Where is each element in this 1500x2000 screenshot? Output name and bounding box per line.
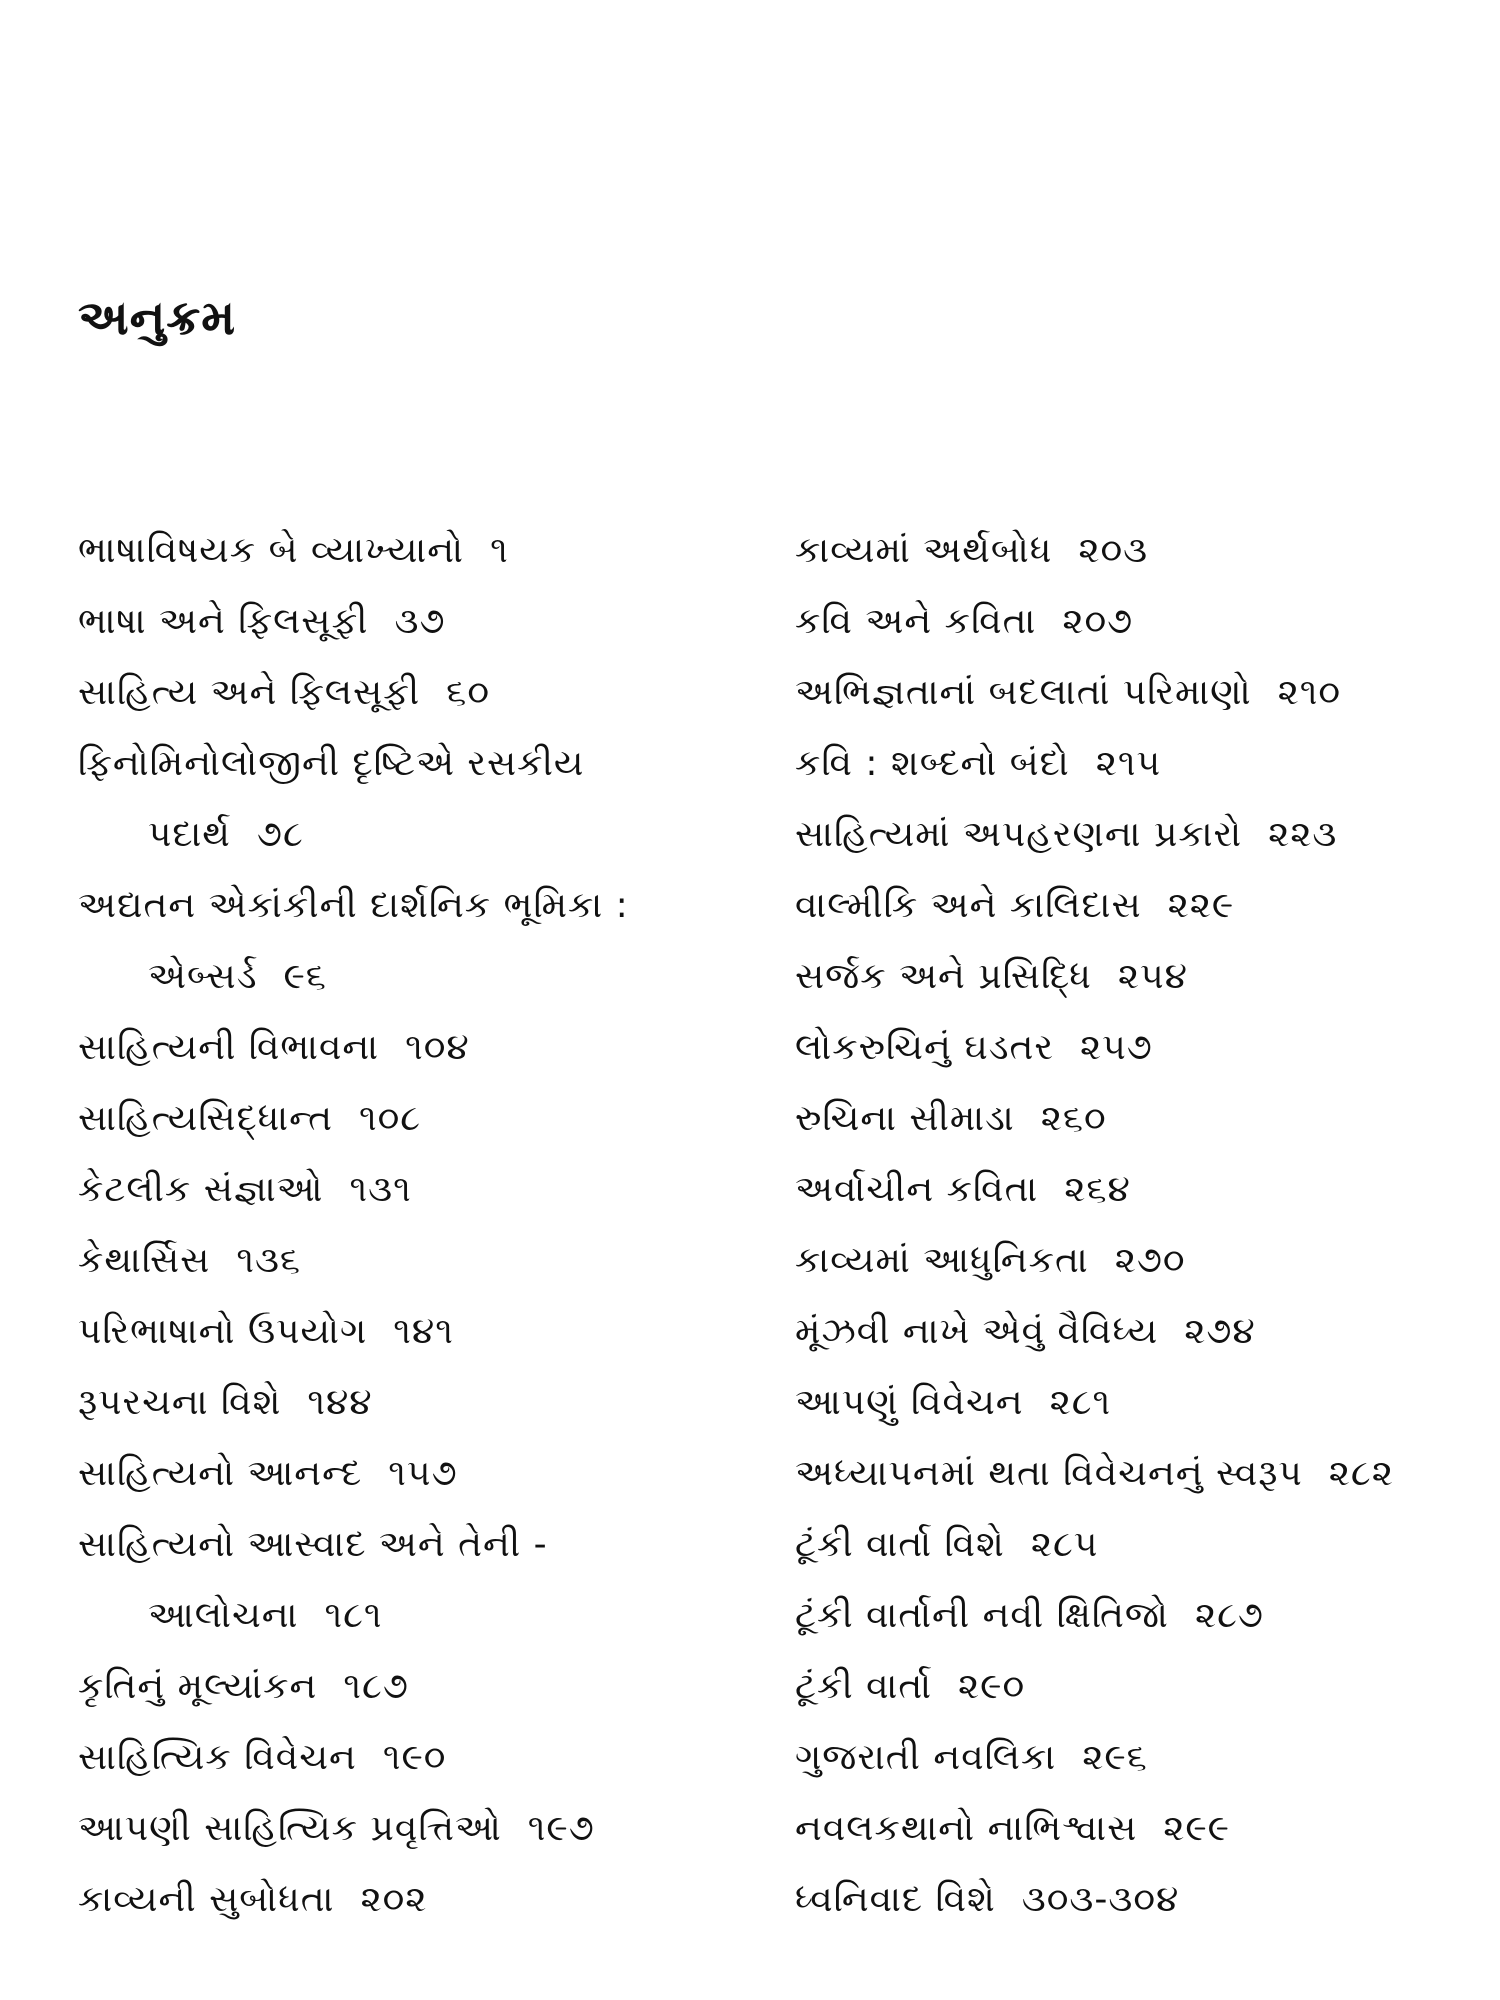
toc-entry-title: આલોચના: [148, 1595, 299, 1636]
toc-entry-title: અભિજ્ઞતાનાં બદલાતાં પરિમાણો: [795, 672, 1252, 713]
toc-entry-page: ૨૭૦: [1114, 1240, 1186, 1281]
toc-entry-title: કેથાર્સિસ: [78, 1240, 211, 1281]
toc-entry-page: ૧૦૮: [359, 1098, 422, 1139]
toc-entry-page: ૨૯૬: [1082, 1737, 1148, 1778]
toc-entry: [78, 1367, 718, 1438]
toc-entry-title: અદ્યતન એકાંકીની દાર્શનિક ભૂમિકા :: [78, 885, 629, 926]
toc-entry-page: ૧૩૬: [236, 1240, 302, 1281]
toc-entry-page: ૧૯૭: [527, 1808, 595, 1849]
toc-entry-page: ૨૧૦: [1277, 672, 1342, 713]
toc-entry-title: ગુજરાતી નવલિકા: [795, 1737, 1057, 1778]
toc-entry: [795, 515, 1485, 586]
toc-entry: [78, 515, 718, 586]
toc-entry-title: લોકરુચિનું ઘડતર: [795, 1027, 1054, 1068]
toc-entry: [795, 586, 1485, 657]
toc-entry-title: સાહિત્યનો આનન્દ: [78, 1453, 363, 1494]
toc-entry: [795, 1225, 1485, 1296]
toc-entry-title: સાહિત્યનો આસ્વાદ અને તેની -: [78, 1524, 548, 1565]
toc-entry: [78, 1012, 718, 1083]
toc-entry: [795, 1864, 1485, 1935]
toc-entry-page: ૧૦૪: [405, 1027, 470, 1068]
toc-entry-title: સાહિત્યમાં અપહરણના પ્રકારો: [795, 814, 1243, 855]
toc-entry-page: ૧૩૧: [349, 1169, 412, 1210]
toc-entry: [78, 1296, 718, 1367]
toc-entry: [795, 941, 1485, 1012]
toc-entry-page: ૧: [490, 530, 509, 571]
toc-entry: [78, 1580, 718, 1651]
toc-entry-page: ૨૫૪: [1117, 956, 1188, 997]
toc-entry: [795, 1438, 1485, 1509]
toc-entry-page: ૨૨૩: [1268, 814, 1338, 855]
toc-entry-page: ૨૯૯: [1163, 1808, 1230, 1849]
toc-entry-title: કાવ્યમાં અર્થબોધ: [795, 530, 1053, 571]
toc-entry-page: ૨૮૭: [1194, 1595, 1264, 1636]
toc-entry: [795, 1012, 1485, 1083]
toc-entry-title: પરિભાષાનો ઉપયોગ: [78, 1311, 368, 1352]
toc-entry-page: ૨૦૭: [1062, 601, 1134, 642]
toc-entry: [795, 1580, 1485, 1651]
toc-entry: [78, 1225, 718, 1296]
toc-entry-page: ૯૬: [283, 956, 327, 997]
toc-entry-page: ૧૮૧: [324, 1595, 383, 1636]
toc-entry: [78, 1083, 718, 1154]
toc-entry-page: ૨૮૫: [1030, 1524, 1099, 1565]
toc-entry-title: ભાષાવિષયક બે વ્યાખ્યાનો: [78, 530, 465, 571]
toc-entry: [795, 799, 1485, 870]
toc-entry: [78, 1864, 718, 1935]
toc-entry-page: ૧૯૦: [382, 1737, 447, 1778]
toc-entry-page: ૨૯૦: [958, 1666, 1026, 1707]
toc-entry-title: સાહિત્યિક વિવેચન: [78, 1737, 357, 1778]
toc-entry: [795, 1367, 1485, 1438]
toc-entry: [78, 799, 718, 870]
toc-entry-page: ૭૮: [256, 814, 304, 855]
toc-entry-title: અર્વાચીન કવિતા: [795, 1169, 1039, 1210]
toc-entry-title: મૂંઝવી નાખે એવું વૈવિધ્ય: [795, 1311, 1159, 1352]
toc-entry-page: ૧૪૪: [307, 1382, 373, 1423]
toc-entry-page: ૨૮૨: [1328, 1453, 1394, 1494]
toc-entry-title: કાવ્યમાં આધુનિકતા: [795, 1240, 1089, 1281]
toc-entry: [795, 1296, 1485, 1367]
toc-entry-title: ટૂંકી વાર્તા વિશે: [795, 1524, 1005, 1565]
toc-entry-title: સર્જક અને પ્રસિદ્ધિ: [795, 956, 1092, 997]
toc-entry: [795, 1509, 1485, 1580]
toc-entry-title: ફિનોમિનોલોજીની દૃષ્ટિએ રસકીય: [78, 743, 585, 784]
toc-entry: [78, 1651, 718, 1722]
toc-entry-page: ૨૧૫: [1095, 743, 1162, 784]
toc-entry: [795, 1722, 1485, 1793]
toc-entry-title: કવિ : શબ્દનો બંદો: [795, 743, 1070, 784]
toc-entry-title: રૂપરચના વિશે: [78, 1382, 282, 1423]
toc-entry: [795, 870, 1485, 941]
toc-entry: [78, 1509, 718, 1580]
toc-entry: [795, 1083, 1485, 1154]
toc-entry-page: ૩૭: [394, 601, 446, 642]
toc-entry: [795, 1651, 1485, 1722]
toc-entry: [78, 586, 718, 657]
toc-entry-title: કવિ અને કવિતા: [795, 601, 1037, 642]
toc-entry-page: ૨૦૨: [360, 1879, 428, 1920]
toc-entry-title: કાવ્યની સુબોધતા: [78, 1879, 335, 1920]
toc-entry-page: ૩૦૩-૩૦૪: [1021, 1879, 1180, 1920]
toc-entry: [78, 657, 718, 728]
toc-entry-title: ધ્વનિવાદ વિશે: [795, 1879, 996, 1920]
toc-entry: [78, 941, 718, 1012]
toc-entry-title: એબ્સર્ડ: [148, 956, 258, 997]
toc-entry-title: કૃતિનું મૂલ્યાંકન: [78, 1666, 318, 1707]
toc-entry-page: ૨૬૪: [1064, 1169, 1131, 1210]
toc-entry-title: ભાષા અને ફિલસૂફી: [78, 601, 369, 642]
toc-entry: [795, 1793, 1485, 1864]
toc-entry-page: ૧૮૭: [343, 1666, 409, 1707]
toc-entry-title: આપણી સાહિત્યિક પ્રવૃત્તિઓ: [78, 1808, 502, 1849]
toc-entry-title: અધ્યાપનમાં થતા વિવેચનનું સ્વરૂપ: [795, 1453, 1303, 1494]
toc-entry-title: સાહિત્ય અને ફિલસૂફી: [78, 672, 421, 713]
toc-entry: [795, 1154, 1485, 1225]
toc-entry: [795, 657, 1485, 728]
toc-entry: [795, 728, 1485, 799]
toc-entry-title: પદાર્થ: [148, 814, 231, 855]
toc-entry: [78, 870, 718, 941]
toc-entry-title: ટૂંકી વાર્તા: [795, 1666, 933, 1707]
toc-entry-page: ૧૪૧: [393, 1311, 454, 1352]
toc-entry: [78, 728, 718, 799]
toc-entry-page: ૨૫૭: [1079, 1027, 1153, 1068]
toc-entry-title: વાલ્મીકિ અને કાલિદાસ: [795, 885, 1142, 926]
toc-entry: [78, 1438, 718, 1509]
page-title: અનુક્રમ: [78, 290, 237, 346]
toc-entry: [78, 1154, 718, 1225]
toc-entry-title: આપણું વિવેચન: [795, 1382, 1024, 1423]
toc-entry-page: ૨૨૯: [1167, 885, 1235, 926]
toc-entry-page: ૨૦૩: [1078, 530, 1149, 571]
toc-entry-page: ૨૭૪: [1184, 1311, 1256, 1352]
toc-entry-title: સાહિત્યસિદ્ધાન્ત: [78, 1098, 333, 1139]
toc-entry-page: ૨૬૦: [1040, 1098, 1107, 1139]
toc-entry-title: રુચિના સીમાડા: [795, 1098, 1015, 1139]
toc-entry-title: નવલકથાનો નાભિશ્વાસ: [795, 1808, 1138, 1849]
toc-entry-page: ૨૮૧: [1049, 1382, 1112, 1423]
toc-entry-title: ટૂંકી વાર્તાની નવી ક્ષિતિજો: [795, 1595, 1169, 1636]
toc-entry-title: કેટલીક સંજ્ઞાઓ: [78, 1169, 324, 1210]
toc-left-column: [78, 515, 718, 1935]
toc-entry-title: સાહિત્યની વિભાવના: [78, 1027, 380, 1068]
toc-entry: [78, 1722, 718, 1793]
toc-right-column: [795, 515, 1485, 1935]
toc-entry-page: ૧૫૭: [388, 1453, 458, 1494]
toc-entry-page: ૬૦: [446, 672, 490, 713]
toc-entry: [78, 1793, 718, 1864]
